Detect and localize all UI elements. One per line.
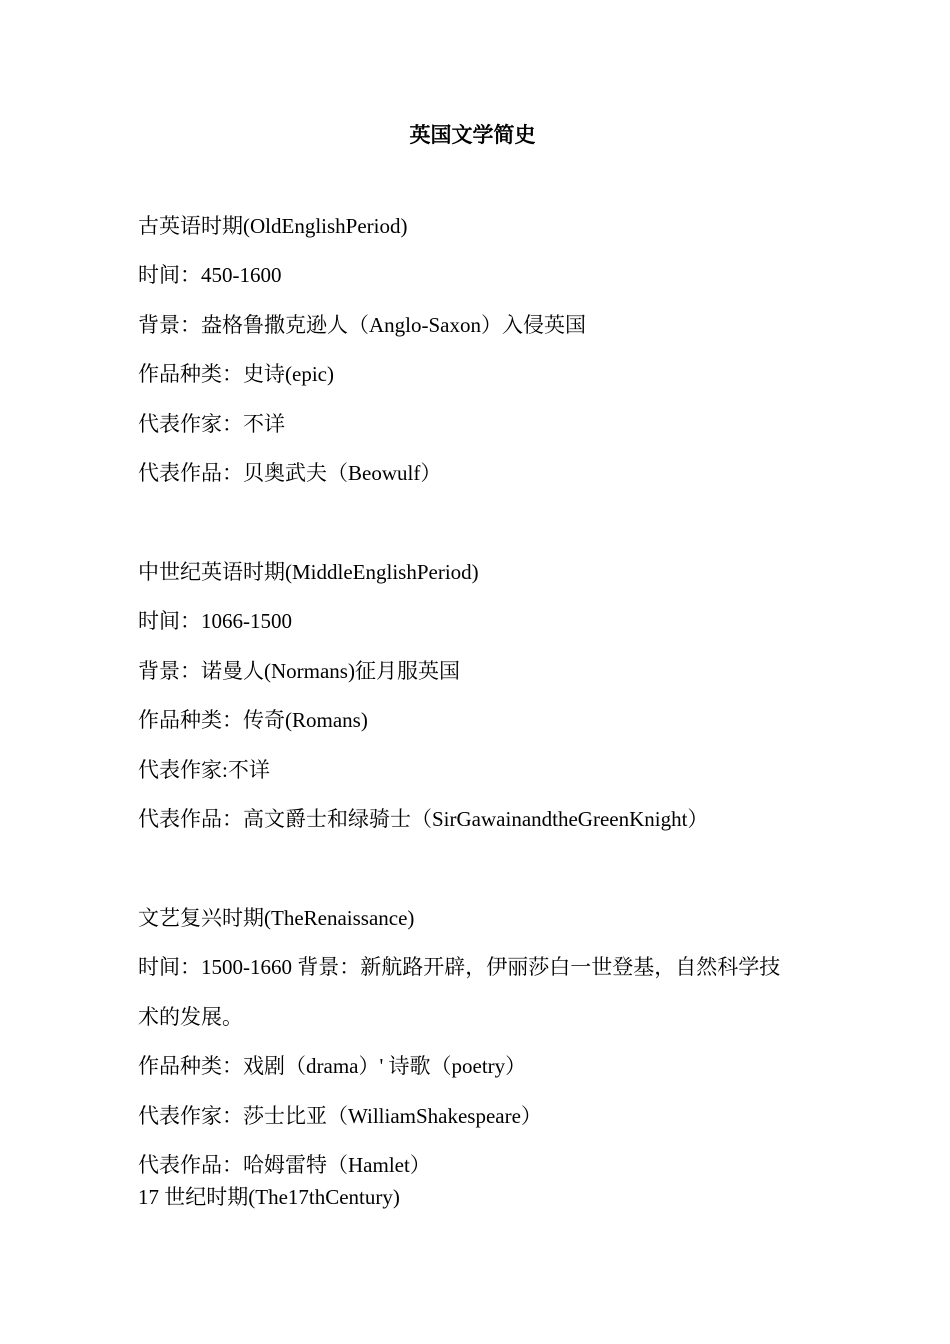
section-middle-english-heading: 中世纪英语时期(MiddleEnglishPeriod) <box>138 560 479 584</box>
renaissance-background-continued: 术的发展。 <box>138 1005 243 1029</box>
renaissance-work: 代表作品：哈姆雷特（Hamlet） <box>138 1153 431 1177</box>
renaissance-genre: 作品种类：戏剧（drama）' 诗歌（poetry） <box>138 1054 527 1078</box>
renaissance-author: 代表作家：莎士比亚（WilliamShakespeare） <box>138 1104 542 1128</box>
section-17th-century-heading: 17 世纪时期(The17thCentury) <box>138 1185 400 1209</box>
middle-english-author: 代表作家:不详 <box>138 758 270 782</box>
document-title: 英国文学简史 <box>409 123 536 147</box>
middle-english-time: 时间：1066-1500 <box>138 609 292 633</box>
old-english-genre: 作品种类：史诗(epic) <box>138 362 334 386</box>
middle-english-work: 代表作品：高文爵士和绿骑士（SirGawainandtheGreenKnight） <box>138 807 709 831</box>
middle-english-background: 背景：诺曼人(Normans)征月服英国 <box>138 659 460 683</box>
old-english-time: 时间：450-1600 <box>138 263 282 287</box>
section-renaissance-heading: 文艺复兴时期(TheRenaissance) <box>138 906 415 930</box>
old-english-background: 背景：盎格鲁撒克逊人（Anglo-Saxon）入侵英国 <box>138 313 586 337</box>
renaissance-time-background: 时间：1500-1660 背景：新航路开辟，伊丽莎白一世登基，自然科学技 <box>138 955 781 979</box>
middle-english-genre: 作品种类：传奇(Romans) <box>138 708 368 732</box>
old-english-work: 代表作品：贝奥武夫（Beowulf） <box>138 461 442 485</box>
old-english-author: 代表作家：不详 <box>138 412 285 436</box>
section-old-english-heading: 古英语时期(OldEnglishPeriod) <box>138 214 408 238</box>
